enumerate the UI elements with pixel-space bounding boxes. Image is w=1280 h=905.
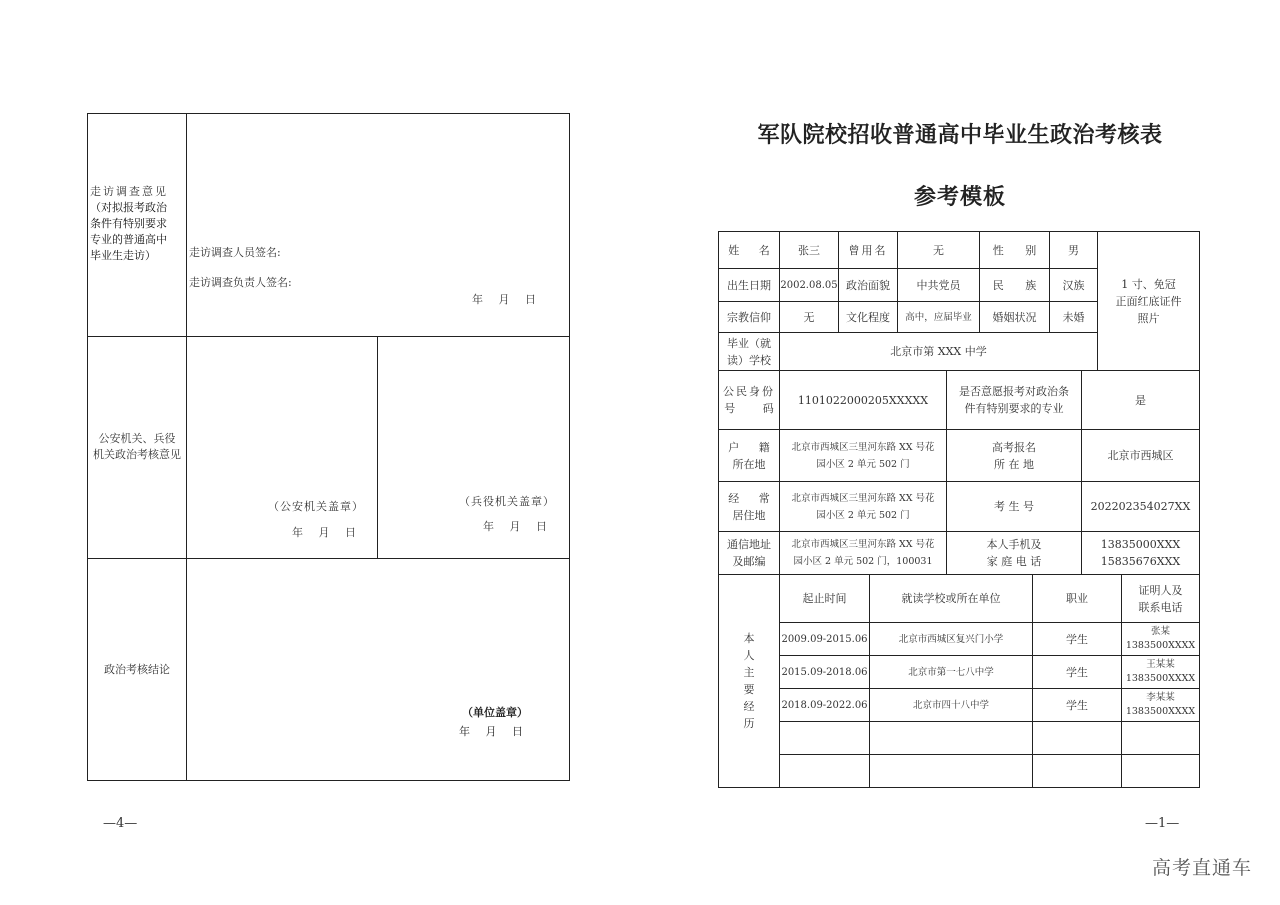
exam-registration-location-value: 北京市西城区 <box>1107 449 1174 462</box>
right-page-number: —1— <box>1145 816 1180 831</box>
left-label-column-divider <box>186 113 187 781</box>
mailing-address-label: 通信地址 及邮编 <box>727 538 771 568</box>
history-job: 学生 <box>1066 632 1088 646</box>
history-header-job: 职业 <box>1066 592 1088 605</box>
education-label: 文化程度 <box>846 310 890 324</box>
history-unit: 北京市西城区复兴门小学 <box>898 633 1004 645</box>
alias-label: 曾用名 <box>848 243 888 257</box>
military-seal: （兵役机关盖章） <box>459 495 555 508</box>
right-table-bottom-border <box>718 787 1200 788</box>
dob-label: 出生日期 <box>727 278 771 292</box>
exam-registration-location-label: 高考报名 所 在 地 <box>992 440 1036 471</box>
history-header-period: 起止时间 <box>802 592 847 605</box>
history-witness: 张某 1383500XXXX <box>1125 626 1196 651</box>
visit-date: 年 月 日 <box>472 293 536 306</box>
religion-value: 无 <box>803 310 815 324</box>
exam-number-label: 考 生 号 <box>994 500 1034 513</box>
history-period: 2015.09-2018.06 <box>781 666 868 678</box>
phone-label: 本人手机及 家 庭 电 话 <box>986 538 1042 568</box>
school-label: 毕业（就 读）学校 <box>727 336 771 367</box>
left-table-top-border <box>87 113 570 114</box>
political-conclusion-label: 政治考核结论 <box>104 663 170 676</box>
history-unit: 北京市第一七八中学 <box>908 666 994 678</box>
residence-label: 经 常 居住地 <box>728 491 770 522</box>
id-number-label: 公民身份 号 码 <box>723 385 775 415</box>
household-registration-value: 北京市西城区三里河东路 XX 号花 园小区 2 单元 502 门 <box>791 441 935 470</box>
history-witness: 李某某 1383500XXXX <box>1125 692 1196 717</box>
ethnicity-value: 汉族 <box>1062 278 1085 292</box>
gender-value: 男 <box>1068 243 1079 257</box>
form-title: 军队院校招收普通高中毕业生政治考核表 <box>757 123 1163 148</box>
alias-value: 无 <box>933 243 944 257</box>
right-table-right-border <box>1199 231 1200 788</box>
history-job: 学生 <box>1066 665 1088 679</box>
visit-staff-signature: 走访调查人员签名: <box>189 246 281 259</box>
history-period: 2018.09-2022.06 <box>781 699 868 711</box>
history-period: 2009.09-2015.06 <box>781 633 868 645</box>
marital-value: 未婚 <box>1062 310 1085 324</box>
phone-value: 13835000XXX 15835676XXX <box>1100 538 1181 568</box>
left-police-military-divider <box>377 336 378 559</box>
police-seal: （公安机关盖章） <box>268 500 364 513</box>
residence-value: 北京市西城区三里河东路 XX 号花 园小区 2 单元 502 门 <box>791 492 935 521</box>
special-major-value: 是 <box>1135 393 1146 407</box>
religion-label: 宗教信仰 <box>727 310 771 324</box>
history-line-4 <box>779 721 1200 722</box>
ethnicity-label: 民 族 <box>992 278 1037 292</box>
left-table-bottom-border <box>87 780 570 781</box>
mailing-address-value: 北京市西城区三里河东路 XX 号花 园小区 2 单元 502 门，100031 <box>791 539 935 567</box>
police-date: 年 月 日 <box>292 526 356 539</box>
left-table-right-border <box>569 113 570 781</box>
name-label: 姓 名 <box>728 243 770 257</box>
unit-seal: （单位盖章） <box>462 706 528 719</box>
marital-label: 婚姻状况 <box>992 310 1037 324</box>
household-registration-label: 户 籍 所在地 <box>728 440 770 471</box>
watermark: 高考直通车 <box>1151 857 1252 879</box>
name-value: 张三 <box>798 243 820 257</box>
education-value: 高中，应届毕业 <box>905 311 972 323</box>
dob-value: 2002.08.05 <box>780 279 838 291</box>
photo-placeholder: 1 寸、免冠 正面红底证件 照片 <box>1115 277 1182 325</box>
history-witness: 王某某 1383500XXXX <box>1125 659 1196 684</box>
school-value: 北京市第 XXX 中学 <box>890 345 987 358</box>
history-side-label: 本 人 主 要 经 历 <box>743 632 755 730</box>
history-unit: 北京市四十八中学 <box>912 699 989 711</box>
history-job: 学生 <box>1066 698 1088 712</box>
history-line-5 <box>779 754 1200 755</box>
police-military-opinion-label: 公安机关、兵役 机关政治考核意见 <box>93 432 181 461</box>
history-header-unit: 就读学校或所在单位 <box>901 592 1001 605</box>
military-date: 年 月 日 <box>483 520 547 533</box>
political-status-label: 政治面貌 <box>846 278 890 292</box>
unit-date: 年 月 日 <box>459 725 523 738</box>
form-subtitle: 参考模板 <box>913 185 1006 210</box>
left-row-divider-1 <box>87 336 570 337</box>
political-status-value: 中共党员 <box>916 278 961 292</box>
history-header-witness: 证明人及 联系电话 <box>1138 583 1183 614</box>
id-number-value: 1101022000205XXXXX <box>797 393 929 407</box>
left-page-number: —4— <box>103 816 138 831</box>
special-major-label: 是否意愿报考对政治条 件有特别要求的专业 <box>959 385 1069 415</box>
visit-head-signature: 走访调查负责人签名: <box>189 276 292 289</box>
exam-number-value: 202202354027XX <box>1090 500 1191 513</box>
gender-label: 性 别 <box>992 243 1037 257</box>
visit-opinion-label: 走访调查意见 （对拟报考政治 条件有特别要求 专业的普通高中 毕业生走访） <box>90 185 168 262</box>
left-row-divider-2 <box>87 558 570 559</box>
